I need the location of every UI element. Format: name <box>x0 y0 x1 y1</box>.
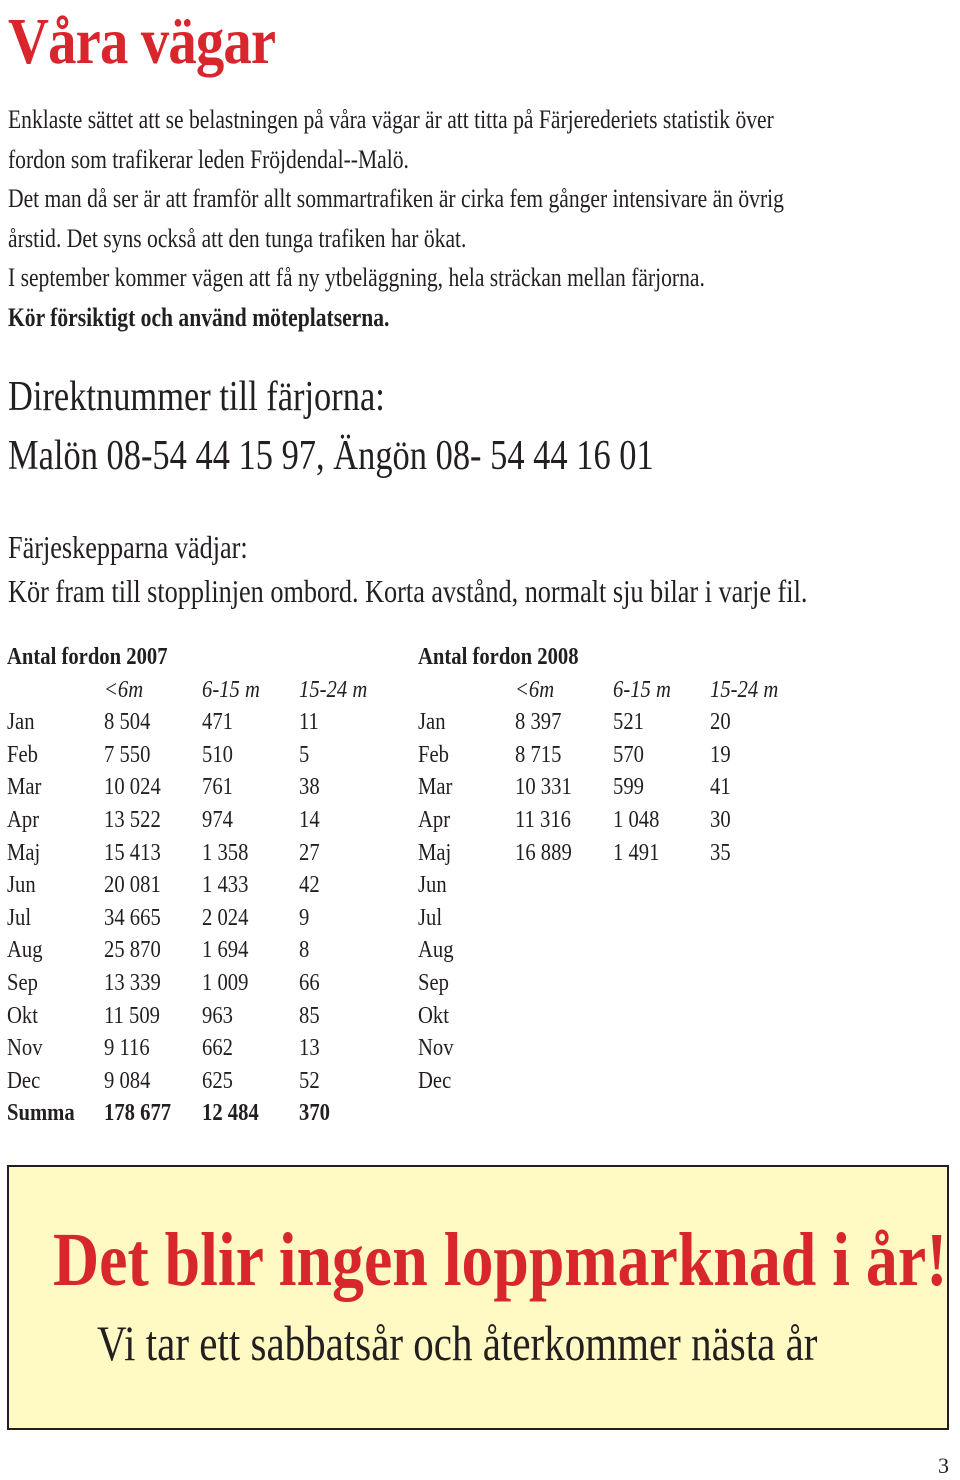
table-cell: 35 <box>710 839 731 866</box>
month-label: Nov <box>418 1035 454 1062</box>
table-cell: 14 <box>299 806 320 833</box>
page-title: Våra vägar <box>8 5 276 78</box>
month-label: Okt <box>418 1002 449 1029</box>
table-cell: 13 <box>299 1035 320 1062</box>
table-cell: 570 <box>613 741 644 768</box>
table-cell: 42 <box>299 872 320 899</box>
month-label: Sep <box>7 969 38 996</box>
table-cell: 16 889 <box>515 839 572 866</box>
table-cell: 52 <box>299 1067 320 1094</box>
table-cell: 66 <box>299 969 320 996</box>
intro-line: Det man då ser är att framför allt sommartrafiken är cirka fem gånger intensivare än övrig <box>8 184 784 213</box>
column-header: <6m <box>515 676 555 703</box>
table-cell: 5 <box>299 741 310 768</box>
month-label: Jan <box>418 709 446 736</box>
table-cell: 1 358 <box>202 839 249 866</box>
table-cell: 1 009 <box>202 969 249 996</box>
table-cell: 20 <box>710 709 731 736</box>
table-cell: 7 550 <box>104 741 151 768</box>
table-cell: 11 509 <box>104 1002 160 1029</box>
intro-line: I september kommer vägen att få ny ytbeläggning, hela sträckan mellan färjorna. <box>8 263 705 292</box>
appeal-heading: Färjeskepparna vädjar: <box>8 529 248 565</box>
page-number: 3 <box>938 1453 949 1478</box>
month-label: Mar <box>7 774 42 801</box>
month-label: Maj <box>418 839 452 866</box>
month-label: Jun <box>418 872 447 899</box>
month-label: Apr <box>418 806 451 833</box>
sum-cell: 12 484 <box>202 1100 259 1127</box>
month-label: Dec <box>418 1067 452 1094</box>
table-cell: 521 <box>613 709 644 736</box>
month-label: Jan <box>7 709 35 736</box>
table-cell: 761 <box>202 774 233 801</box>
table-cell: 38 <box>299 774 320 801</box>
table-cell: 11 <box>299 709 319 736</box>
table-cell: 471 <box>202 709 233 736</box>
column-header: 15-24 m <box>299 676 368 703</box>
sum-cell: 370 <box>299 1100 330 1127</box>
month-label: Jul <box>7 904 32 931</box>
table-cell: 625 <box>202 1067 233 1094</box>
month-label: Feb <box>7 741 38 768</box>
intro-line: fordon som trafikerar leden Fröjdendal--Malö. <box>8 144 409 174</box>
table-cell: 974 <box>202 806 233 833</box>
table-cell: 85 <box>299 1002 320 1029</box>
table-cell: 13 339 <box>104 969 161 996</box>
intro-line: årstid. Det syns också att den tunga trafiken har ökat. <box>8 223 467 253</box>
table-cell: 13 522 <box>104 806 161 833</box>
table-title: Antal fordon 2007 <box>7 644 168 670</box>
table-cell: 1 694 <box>202 937 249 964</box>
month-label: Nov <box>7 1035 43 1062</box>
column-header: <6m <box>104 676 144 703</box>
month-label: Okt <box>7 1002 38 1029</box>
intro-text <box>8 100 943 337</box>
banner-subline: Vi tar ett sabbatsår och återkommer nästa år <box>97 1315 818 1371</box>
table-cell: 662 <box>202 1035 233 1062</box>
table-cell: 1 433 <box>202 872 249 899</box>
table-cell: 11 316 <box>515 806 571 833</box>
table-cell: 963 <box>202 1002 233 1029</box>
table-cell: 8 <box>299 937 310 964</box>
table-cell: 599 <box>613 774 644 801</box>
column-header: 6-15 m <box>202 676 260 703</box>
table-cell: 25 870 <box>104 937 161 964</box>
month-label: Mar <box>418 774 453 801</box>
announcement-banner <box>7 1165 949 1430</box>
table-cell: 510 <box>202 741 233 768</box>
direct-numbers: Malön 08-54 44 15 97, Ängön 08- 54 44 16 01 <box>8 433 654 479</box>
table-cell: 9 116 <box>104 1035 150 1062</box>
table-cell: 1 048 <box>613 806 660 833</box>
month-label: Aug <box>7 937 43 964</box>
intro-line: Enklaste sättet att se belastningen på våra vägar är att titta på Färjerederiets statistik över <box>8 105 774 134</box>
table-cell: 20 081 <box>104 872 161 899</box>
table-title: Antal fordon 2008 <box>418 644 579 670</box>
table-cell: 8 397 <box>515 709 562 736</box>
appeal-text: Kör fram till stopplinjen ombord. Korta avstånd, normalt sju bilar i varje fil. <box>8 573 808 609</box>
table-cell: 1 491 <box>613 839 660 866</box>
column-header: 15-24 m <box>710 676 779 703</box>
month-label: Dec <box>7 1067 41 1094</box>
table-cell: 9 <box>299 904 310 931</box>
table-cell: 15 413 <box>104 839 161 866</box>
sum-cell: 178 677 <box>104 1100 172 1127</box>
month-label: Sep <box>418 969 449 996</box>
month-label: Apr <box>7 806 40 833</box>
table-cell: 30 <box>710 806 731 833</box>
banner-headline: Det blir ingen loppmarknad i år! <box>53 1218 948 1302</box>
table-cell: 19 <box>710 741 731 768</box>
sum-label: Summa <box>7 1100 75 1127</box>
month-label: Aug <box>418 937 454 964</box>
direct-numbers-heading: Direktnummer till färjorna: <box>8 374 385 420</box>
month-label: Jun <box>7 872 36 899</box>
table-cell: 10 024 <box>104 774 161 801</box>
intro-warning: Kör försiktigt och använd möteplatserna. <box>8 302 390 332</box>
month-label: Feb <box>418 741 449 768</box>
table-cell: 2 024 <box>202 904 249 931</box>
month-label: Jul <box>418 904 443 931</box>
table-cell: 34 665 <box>104 904 161 931</box>
column-header: 6-15 m <box>613 676 671 703</box>
month-label: Maj <box>7 839 41 866</box>
table-cell: 8 715 <box>515 741 562 768</box>
table-cell: 8 504 <box>104 709 151 736</box>
table-cell: 41 <box>710 774 731 801</box>
table-cell: 27 <box>299 839 320 866</box>
table-cell: 10 331 <box>515 774 572 801</box>
table-cell: 9 084 <box>104 1067 151 1094</box>
